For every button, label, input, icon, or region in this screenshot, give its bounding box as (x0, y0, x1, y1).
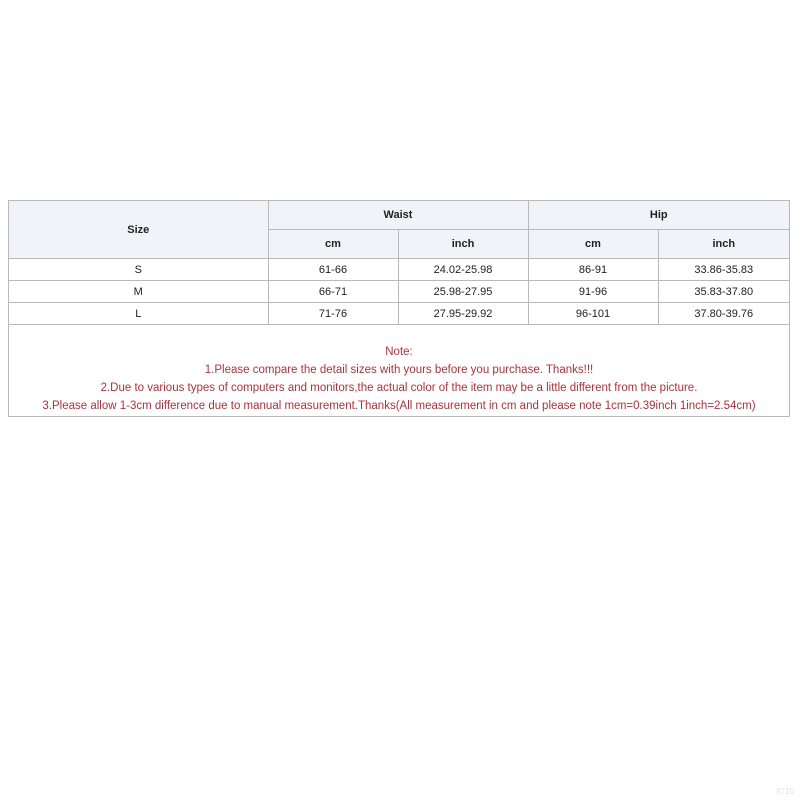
waist-cm-cell: 61-66 (268, 259, 398, 281)
table-row (9, 281, 789, 303)
waist-header: Waist (268, 201, 528, 230)
waist-cm-header: cm (268, 230, 398, 259)
waist-cm-cell: 71-76 (268, 303, 398, 325)
hip-cm-cell: 96-101 (528, 303, 658, 325)
table-row (9, 303, 789, 325)
table-row (9, 259, 789, 281)
note-title: Note: (385, 346, 413, 358)
waist-inch-header: inch (398, 230, 528, 259)
size-cell: M (9, 281, 268, 303)
hip-inch-cell: 37.80-39.76 (658, 303, 789, 325)
waist-inch-cell: 24.02-25.98 (398, 259, 528, 281)
hip-cm-cell: 91-96 (528, 281, 658, 303)
size-cell: L (9, 303, 268, 325)
waist-inch-cell: 27.95-29.92 (398, 303, 528, 325)
hip-cm-cell: 86-91 (528, 259, 658, 281)
header-row-groups (9, 201, 789, 230)
size-table (9, 201, 789, 325)
note-line-1: 1.Please compare the detail sizes with yours before you purchase. Thanks!!! (204, 364, 594, 376)
size-cell: S (9, 259, 268, 281)
waist-cm-cell: 66-71 (268, 281, 398, 303)
size-header: Size (9, 201, 268, 259)
hip-inch-header: inch (658, 230, 789, 259)
hip-inch-cell: 33.86-35.83 (658, 259, 789, 281)
size-chart (8, 200, 790, 417)
notes-section (9, 343, 789, 415)
hip-cm-header: cm (528, 230, 658, 259)
waist-inch-cell: 25.98-27.95 (398, 281, 528, 303)
watermark: 8710 (776, 787, 794, 796)
note-line-2: 2.Due to various types of computers and monitors,the actual color of the item may be a little different from the picture. (100, 382, 698, 394)
hip-header: Hip (528, 201, 789, 230)
note-line-3: 3.Please allow 1-3cm difference due to manual measurement.Thanks(All measurement in cm and please note 1cm=0.39inch 1inch=2.54cm) (42, 400, 756, 412)
hip-inch-cell: 35.83-37.80 (658, 281, 789, 303)
